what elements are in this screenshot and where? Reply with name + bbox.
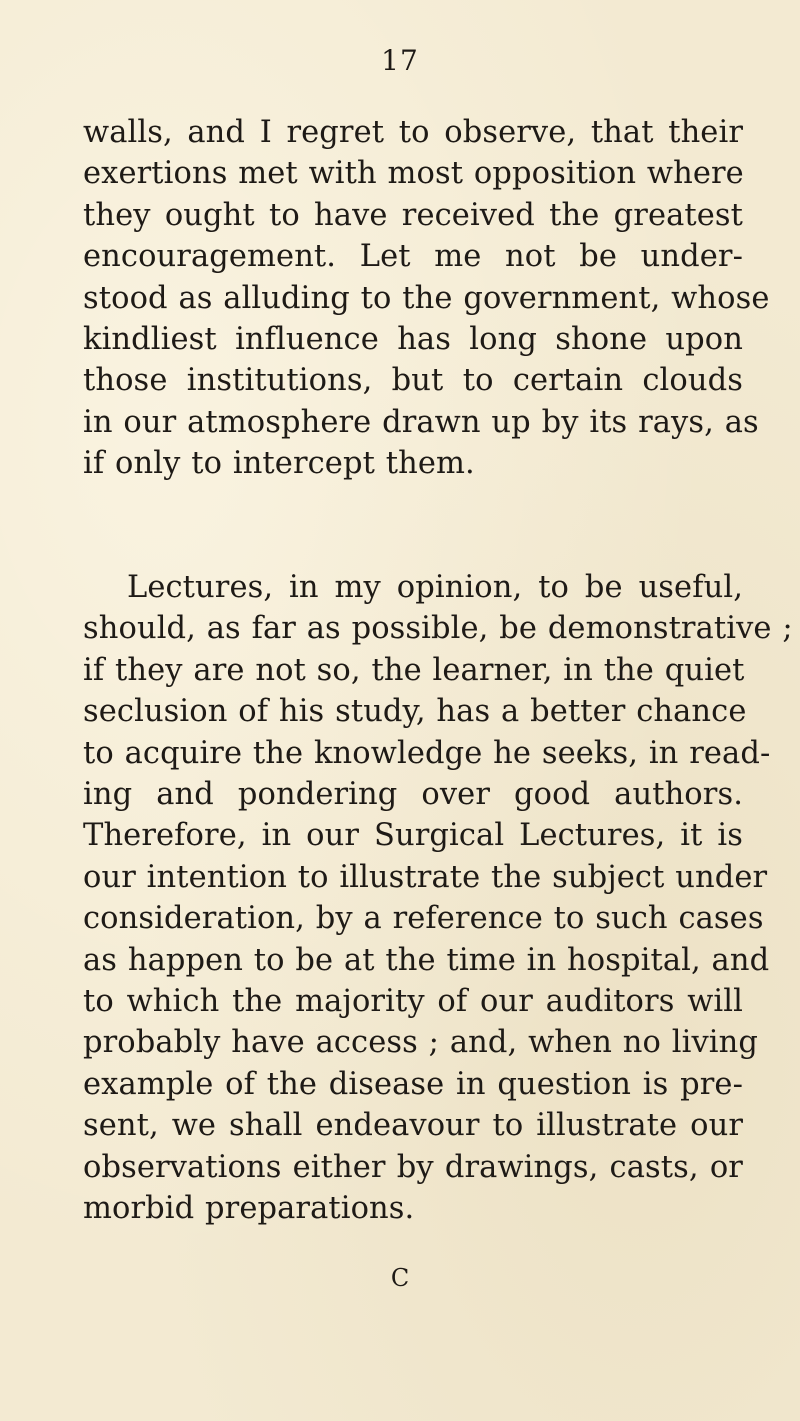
text-line: probably have access ; and, when no living	[83, 1025, 758, 1061]
text-line: if they are not so, the learner, in the quiet	[83, 652, 745, 688]
text-line: encouragement. Let me not be under-	[83, 239, 743, 275]
text-line: those institutions, but to certain clouds	[83, 363, 743, 399]
text-line: kindliest influence has long shone upon	[83, 322, 743, 358]
text-line: to which the majority of our auditors will	[83, 984, 743, 1020]
text-line: observations either by drawings, casts, or	[83, 1149, 743, 1185]
text-line: walls, and I regret to observe, that their	[83, 115, 743, 150]
page-number: 17	[381, 44, 419, 77]
text-line: example of the disease in question is pre-	[83, 1066, 743, 1102]
text-line: as happen to be at the time in hospital, and	[83, 942, 770, 978]
text-line: sent, we shall endeavour to illustrate our	[83, 1108, 743, 1144]
text-line: consideration, by a reference to such cases	[83, 901, 764, 937]
text-line: in our atmosphere drawn up by its rays, as	[83, 404, 759, 440]
text-line: exertions met with most opposition where	[83, 156, 744, 192]
text-line: seclusion of his study, has a better chance	[83, 694, 747, 730]
text-line: Lectures, in my opinion, to be useful,	[127, 570, 743, 605]
text-line: morbid preparations.	[83, 1191, 415, 1227]
text-line: our intention to illustrate the subject under	[83, 859, 768, 895]
text-line: stood as alluding to the government, whose	[83, 280, 770, 316]
text-line: to acquire the knowledge he seeks, in read-	[83, 735, 771, 771]
paragraph-2	[83, 567, 793, 1230]
text-line: they ought to have received the greatest	[83, 197, 743, 233]
text-line: Therefore, in our Surgical Lectures, it is	[83, 818, 743, 854]
signature-mark: C	[390, 1264, 410, 1292]
text-line: if only to intercept them.	[83, 446, 475, 482]
paragraph-1	[83, 112, 770, 485]
text-line: ing and pondering over good authors.	[83, 777, 743, 813]
text-line: should, as far as possible, be demonstrative ;	[83, 611, 793, 647]
